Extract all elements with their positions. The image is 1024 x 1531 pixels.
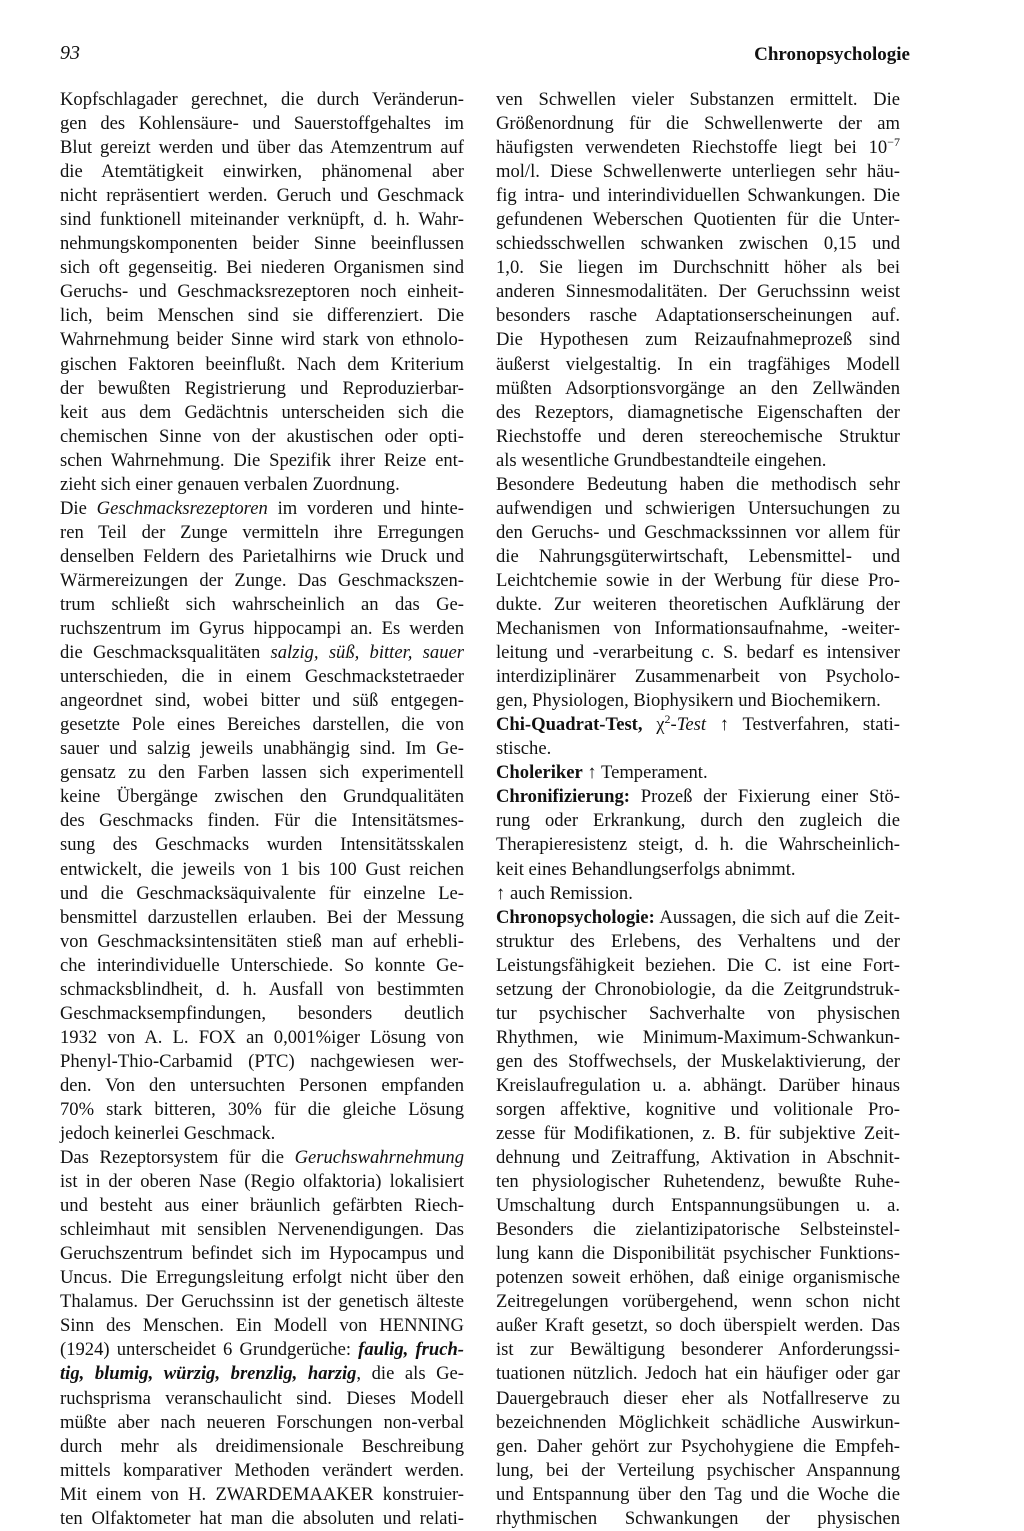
text-line xyxy=(496,1050,900,1074)
text-line xyxy=(496,1074,900,1098)
text-line xyxy=(496,1026,900,1050)
text-line xyxy=(60,280,464,304)
text-run: Das Rezeptorsystem für die xyxy=(60,1147,295,1169)
text-line xyxy=(496,809,900,833)
text-line xyxy=(60,1098,464,1122)
text-line xyxy=(60,1218,464,1242)
text-line xyxy=(496,882,900,906)
text-run: Prozeß der Fixierung einer Stö- xyxy=(629,786,900,808)
text-run: Kopfschlagader gerechnet, die durch Veränderun- xyxy=(60,89,464,110)
text-line xyxy=(496,1194,900,1218)
text-run: struktur des Erlebens, des Verhaltens und der xyxy=(496,930,900,952)
entry-term: Chronifizierung: xyxy=(496,786,630,808)
text-run: mol/l. Diese Schwellenwerte unterliegen sehr häu- xyxy=(496,161,900,183)
text-line xyxy=(496,689,900,713)
text-line xyxy=(496,617,900,641)
text-run: −7 xyxy=(887,135,900,150)
text-line xyxy=(496,833,900,857)
text-run: schen Wahrnehmung. Die Spezifik ihrer Reize ent- xyxy=(60,449,464,471)
text-line xyxy=(496,593,900,617)
text-run: die Atemtätigkeit einwirken, phänomenal aber xyxy=(60,161,464,183)
text-run: dehnung und Zeitraffung, Aktivation in Abschnit- xyxy=(496,1147,900,1169)
text-line xyxy=(496,569,900,593)
text-line xyxy=(496,1218,900,1242)
entry-term: Choleriker xyxy=(496,762,583,784)
text-line xyxy=(496,449,900,473)
text-line xyxy=(60,1146,464,1170)
text-run: Geschmacksrezeptoren xyxy=(96,497,268,519)
text-run: leitung und -verarbeitung c. S. bedarf es intensiver xyxy=(496,642,900,664)
text-line xyxy=(60,1194,464,1218)
text-run: chemischen Sinne von der akustischen oder opti- xyxy=(60,425,464,447)
text-run: Kreislaufregulation u. a. abhängt. Darüber hinaus xyxy=(496,1074,900,1096)
text-run: gesetzte Pole eines Bereiches darstellen, die von xyxy=(60,714,464,736)
text-line xyxy=(60,1483,464,1507)
text-line xyxy=(60,713,464,737)
text-run: Größenordnung für die Schwellenwerte der am xyxy=(496,113,900,135)
text-run: unterschieden, die in einem Geschmackstetraeder xyxy=(60,666,464,688)
text-line xyxy=(60,737,464,761)
text-line xyxy=(496,377,900,401)
text-run: 70% stark bitteren, 30% für die gleiche Lösung xyxy=(60,1098,464,1120)
entry-term: Chronopsychologie: xyxy=(496,906,655,928)
text-run: und Entspannung über den Tag und die Woche die xyxy=(496,1483,900,1505)
text-run: Wahrnehmung beider Sinne wird stark von ethnolo- xyxy=(60,329,464,351)
text-run: setzung der Chronobiologie, da die Zeitgrundstruk- xyxy=(496,978,900,1000)
text-line xyxy=(60,617,464,641)
text-run: che interindividuelle Unterschiede. So konnte Ge- xyxy=(60,954,464,976)
text-run: 2 xyxy=(664,712,671,727)
text-run: Thalamus. Der Geruchssinn ist der genetisch älteste xyxy=(60,1291,464,1313)
text-line xyxy=(496,1266,900,1290)
text-run: Dauergebrauch dieser eher als Notfallreserve zu xyxy=(496,1387,900,1409)
text-run: außer Kraft gesetzt, so doch überspielt werden. Das xyxy=(496,1315,900,1337)
text-line xyxy=(496,858,900,882)
text-line xyxy=(496,497,900,521)
text-line xyxy=(60,954,464,978)
text-run: Geschmacksempfindungen, besonders deutlich xyxy=(60,1002,464,1024)
text-run: gen, Physiologen, Biophysikern und Biochemikern. xyxy=(496,690,881,712)
text-line xyxy=(496,136,900,160)
text-line xyxy=(60,160,464,184)
text-line xyxy=(496,1387,900,1411)
text-line xyxy=(60,569,464,593)
text-run: gen des Stoffwechsels, der Muskelaktivierung, der xyxy=(496,1050,900,1072)
text-line xyxy=(496,1338,900,1362)
text-run: , die als Ge- xyxy=(356,1363,464,1385)
text-line xyxy=(60,232,464,256)
text-run: sind funktionell miteinander verknüpft, d. h. Wahr- xyxy=(60,209,464,231)
text-line xyxy=(496,785,900,809)
text-line xyxy=(60,353,464,377)
text-line xyxy=(60,833,464,857)
text-run: durch mehr als dreidimensionale Beschreibung xyxy=(60,1435,464,1457)
text-line xyxy=(496,1122,900,1146)
text-run: sorgen affektive, kognitive und volitionale Pro- xyxy=(496,1098,900,1120)
text-run: schmacksblindheit, d. h. Ausfall von bestimmten xyxy=(60,978,464,1000)
text-run: keit eines Behandlungserfolgs abnimmt. xyxy=(496,858,796,880)
text-run: Uncus. Die Erregungsleitung erfolgt nicht über den xyxy=(60,1267,464,1289)
text-line xyxy=(60,1338,464,1362)
text-line xyxy=(60,1290,464,1314)
text-line xyxy=(60,112,464,136)
text-run: keine Übergänge zwischen den Grundqualitäten xyxy=(60,786,464,808)
text-run: fig intra- und interindividuellen Schwankungen. Die xyxy=(496,185,900,207)
text-run: ten physiologischer Ruhetendenz, bewußte Ruhe- xyxy=(496,1171,900,1193)
text-line xyxy=(496,906,900,930)
text-line xyxy=(60,521,464,545)
text-line xyxy=(496,641,900,665)
text-run: ist zur Bewältigung besonderer Anforderungssi- xyxy=(496,1339,900,1361)
text-line xyxy=(496,1290,900,1314)
text-line xyxy=(60,1170,464,1194)
text-line xyxy=(496,545,900,569)
text-run: Zeitregelungen vorübergehend, wenn schon nicht xyxy=(496,1291,900,1313)
text-line xyxy=(60,858,464,882)
text-run: gischen Faktoren beeinflußt. Nach dem Kriterium xyxy=(60,353,464,375)
text-run: χ xyxy=(656,714,665,736)
text-line xyxy=(496,1483,900,1507)
text-line xyxy=(60,1074,464,1098)
text-run: stische. xyxy=(496,738,552,760)
text-run: tig, blumig, würzig, brenzlig, harzig xyxy=(60,1363,357,1385)
text-line xyxy=(496,1435,900,1459)
text-run: lung kann die Disponibilität psychischer Funktions- xyxy=(496,1243,900,1265)
text-run: ↑ Temperament. xyxy=(582,762,708,784)
right-column xyxy=(496,88,900,1531)
text-line xyxy=(496,232,900,256)
text-line xyxy=(496,1459,900,1483)
text-run: potenzen soweit erhöhen, daß einige organismische xyxy=(496,1267,900,1289)
text-run: Besondere Bedeutung haben die methodisch sehr xyxy=(496,473,900,495)
text-run: schleimhaut mit sensiblen Nervenendigungen. Das xyxy=(60,1219,464,1241)
text-run: sauer und salzig jeweils unabhängig sind. Im Ge- xyxy=(60,738,464,760)
text-line xyxy=(496,1098,900,1122)
text-line xyxy=(496,1362,900,1386)
text-line xyxy=(496,425,900,449)
text-run: gen des Kohlensäure- und Sauerstoffgehaltes im xyxy=(60,113,464,135)
text-line xyxy=(60,377,464,401)
text-run: bezeichnenden Möglichkeit schädliche Auswirkun- xyxy=(496,1411,900,1433)
text-line xyxy=(60,882,464,906)
text-line xyxy=(496,208,900,232)
text-line xyxy=(496,1314,900,1338)
text-run: Therapieresistenz steigt, d. h. die Wahrscheinlich- xyxy=(496,834,900,856)
text-run: müßte aber nach neueren Forschungen non-verbal xyxy=(60,1411,464,1433)
text-run: äußerst vielgestaltig. In ein tragfähiges Modell xyxy=(496,353,900,375)
text-line xyxy=(60,304,464,328)
text-line xyxy=(496,521,900,545)
text-run: interdiziplinärer Zusammenarbeit von Psycholo- xyxy=(496,666,900,688)
text-run: sung des Geschmacks wurden Intensitätsskalen xyxy=(60,834,464,856)
text-line xyxy=(496,1146,900,1170)
text-run: anderen Sinnesmodalitäten. Der Geruchssinn weist xyxy=(496,281,900,303)
text-run: Mechanismen von Informationsaufnahme, -weiter- xyxy=(496,618,900,640)
entry-term: Chi-Quadrat-Test, xyxy=(496,714,657,736)
text-run: schiedsschwellen schwanken zwischen 0,15 und xyxy=(496,233,900,255)
text-line xyxy=(496,1170,900,1194)
text-line xyxy=(496,1411,900,1435)
text-run: gensatz zu den Farben lassen sich experimentell xyxy=(60,762,464,784)
text-line xyxy=(60,665,464,689)
text-run: ist in der oberen Nase (Regio olfaktoria) lokalisiert xyxy=(60,1171,464,1193)
text-run: trum schließt sich wahrscheinlich an das Ge- xyxy=(60,593,464,615)
text-run: Die xyxy=(60,497,97,519)
text-line xyxy=(60,978,464,1002)
text-line xyxy=(60,1002,464,1026)
running-head: Chronopsychologie xyxy=(754,44,910,65)
text-run: Blut gereizt werden und über das Atemzentrum auf xyxy=(60,137,464,159)
text-line xyxy=(60,1362,464,1386)
text-line xyxy=(60,689,464,713)
text-run: nicht repräsentiert werden. Geruch und Geschmack xyxy=(60,185,464,207)
text-line xyxy=(60,641,464,665)
text-run: des Rezeptors, diamagnetische Eigenschaften der xyxy=(496,401,900,423)
text-run: Besonders die zielantizipatorische Selbsteinstel- xyxy=(496,1219,900,1241)
text-line xyxy=(60,136,464,160)
text-run: zieht sich einer genauen verbalen Zuordnung. xyxy=(60,473,400,495)
text-run: ↑ auch Remission. xyxy=(496,882,633,904)
text-run: als wesentliche Grundbestandteile eingehen. xyxy=(496,449,827,471)
text-line xyxy=(496,353,900,377)
text-line xyxy=(496,954,900,978)
text-run: gefundenen Weberschen Quotienten für die Unter- xyxy=(496,209,900,231)
text-run: lung, bei der Verteilung psychischer Anspannung xyxy=(496,1459,900,1481)
text-run: faulig, fruch- xyxy=(358,1339,464,1361)
text-run: Rhythmen, wie Minimum-Maximum-Schwankun- xyxy=(496,1026,900,1048)
text-run: und die Geschmacksäquivalente für einzelne Le- xyxy=(60,882,464,904)
text-line xyxy=(60,785,464,809)
text-line xyxy=(496,761,900,785)
text-line xyxy=(60,497,464,521)
text-line xyxy=(60,761,464,785)
text-line xyxy=(496,737,900,761)
text-line xyxy=(496,665,900,689)
text-line xyxy=(60,906,464,930)
text-run: 1,0. Sie liegen im Durchschnitt höher als bei xyxy=(496,257,900,279)
text-run: ven Schwellen vieler Substanzen ermittelt. Die xyxy=(496,89,900,110)
text-line xyxy=(496,978,900,1002)
text-line xyxy=(60,1387,464,1411)
text-line xyxy=(60,1026,464,1050)
text-run: nehmungskomponenten beider Sinne beeinflussen xyxy=(60,233,464,255)
text-run: Aussagen, die sich auf die Zeit- xyxy=(654,906,900,928)
text-run: Die Hypothesen zum Reizaufnahmeprozeß sind xyxy=(496,329,900,351)
text-line xyxy=(496,112,900,136)
text-line xyxy=(60,256,464,280)
text-line xyxy=(60,1266,464,1290)
text-run: zesse für Modifikationen, z. B. für subjektive Zeit- xyxy=(496,1123,900,1145)
text-run: Wärmereizungen der Zunge. Das Geschmackszen- xyxy=(60,569,464,591)
text-run: ten Olfaktometer hat man die absoluten und relati- xyxy=(60,1507,464,1529)
text-run: salzig, süß, bitter, sauer xyxy=(270,642,464,664)
left-column xyxy=(60,88,464,1531)
text-line xyxy=(60,545,464,569)
text-run: Geruchszentrum befindet sich im Hypocampus und xyxy=(60,1243,464,1265)
text-line xyxy=(496,184,900,208)
text-run: müßten Adsorptionsvorgänge an den Zellwänden xyxy=(496,377,900,399)
text-line xyxy=(60,593,464,617)
text-line xyxy=(60,473,464,497)
text-run: tur psychischer Sachverhalte von physischen xyxy=(496,1002,900,1024)
text-run: ren Teil der Zunge vermitteln ihre Erregungen xyxy=(60,521,464,543)
text-run: des Geschmacks finden. Für die Intensitätsmes- xyxy=(60,810,464,832)
text-line xyxy=(60,1122,464,1146)
text-line xyxy=(496,256,900,280)
text-run: sich oft gegenseitig. Bei niederen Organismen sind xyxy=(60,257,464,279)
text-line xyxy=(496,88,900,112)
text-run: aufwendigen und schwierigen Untersuchungen zu xyxy=(496,497,900,519)
text-run: 1932 von A. L. FOX an 0,001%iger Lösung von xyxy=(60,1026,464,1048)
text-line xyxy=(496,328,900,352)
text-run: die Nahrungsgüterwirtschaft, Lebensmittel- und xyxy=(496,545,900,567)
text-line xyxy=(60,1314,464,1338)
text-run: tuationen nützlich. Jedoch hat ein häufiger oder gar xyxy=(496,1363,900,1385)
text-line xyxy=(496,930,900,954)
text-run: (1924) unterscheidet 6 Grundgerüche: xyxy=(60,1339,359,1361)
text-line xyxy=(60,1507,464,1531)
text-run: Mit einem von H. ZWARDEMAAKER konstruier- xyxy=(60,1483,464,1505)
text-run: von Geschmacksintensitäten stieß man auf erhebli- xyxy=(60,930,464,952)
text-run: Sinn des Menschen. Ein Modell von HENNING xyxy=(60,1315,464,1337)
text-line xyxy=(60,1050,464,1074)
text-line xyxy=(60,1411,464,1435)
text-line xyxy=(496,304,900,328)
text-run: gen. Daher gehört zur Psychohygiene die Empfeh- xyxy=(496,1435,900,1457)
text-run: lich, beim Menschen sind sie differenziert. Die xyxy=(60,305,464,327)
text-line xyxy=(496,1002,900,1026)
text-line xyxy=(60,1459,464,1483)
text-run: jedoch keinerlei Geschmack. xyxy=(60,1123,276,1145)
text-run: den. Von den untersuchten Personen empfanden xyxy=(60,1074,464,1096)
text-run: Geruchswahrnehmung xyxy=(294,1147,464,1169)
text-run: und besteht aus einer bräunlich gefärbten Riech- xyxy=(60,1195,464,1217)
text-line xyxy=(60,88,464,112)
text-run: rung oder Erkrankung, durch den zugleich die xyxy=(496,810,900,832)
text-run: ruchsprisma veranschaulicht sind. Dieses Modell xyxy=(60,1387,464,1409)
text-run: den Geruchs- und Geschmackssinnen vor allem für xyxy=(496,521,900,543)
text-run: keit aus dem Gedächtnis unterscheiden sich die xyxy=(60,401,464,423)
text-run: ruchszentrum im Gyrus hippocampi an. Es werden xyxy=(60,618,464,640)
text-line xyxy=(60,328,464,352)
text-line xyxy=(60,809,464,833)
text-line xyxy=(496,1507,900,1531)
text-line xyxy=(496,401,900,425)
text-line xyxy=(60,930,464,954)
text-run: der bewußten Registrierung und Reproduzierbar- xyxy=(60,377,464,399)
text-line xyxy=(60,184,464,208)
text-run: Phenyl-Thio-Carbamid (PTC) nachgewiesen wer- xyxy=(60,1050,464,1072)
text-run: Leistungsfähigkeit beziehen. Die C. ist eine Fort- xyxy=(496,954,900,976)
text-line xyxy=(60,208,464,232)
text-line xyxy=(60,449,464,473)
text-run: bensmittel darzustellen erlauben. Bei der Messung xyxy=(60,906,464,928)
text-run: mittels komparativer Methoden verändert werden. xyxy=(60,1459,464,1481)
text-line xyxy=(496,473,900,497)
text-line xyxy=(496,1242,900,1266)
text-line xyxy=(496,713,900,737)
text-run: besonders rasche Adaptationserscheinungen auf. xyxy=(496,305,900,327)
text-run: häufigsten verwendeten Riechstoffe liegt bei 10 xyxy=(496,137,888,159)
text-line xyxy=(60,425,464,449)
text-run: Leichtchemie sowie in der Werbung für diese Pro- xyxy=(496,569,900,591)
text-run: rhythmischen Schwankungen der physischen xyxy=(496,1507,900,1529)
text-run: die Geschmacksqualitäten xyxy=(60,642,271,664)
text-line xyxy=(60,1242,464,1266)
text-line xyxy=(496,160,900,184)
text-line xyxy=(60,401,464,425)
text-run: im vorderen und hinte- xyxy=(267,497,464,519)
text-run: Umschaltung durch Entspannungsübungen u. a. xyxy=(496,1195,900,1217)
text-run: dukte. Zur weiteren theoretischen Aufklärung der xyxy=(496,593,900,615)
text-run: ↑ Testverfahren, stati- xyxy=(706,714,900,736)
text-run: -Test xyxy=(670,714,707,736)
page-number: 93 xyxy=(60,42,80,64)
text-line xyxy=(60,1435,464,1459)
text-run: Riechstoffe und deren stereochemische Struktur xyxy=(496,425,900,447)
text-line xyxy=(496,280,900,304)
text-run: angeordnet sind, wobei bitter und süß entgegen- xyxy=(60,690,464,712)
text-run: entwickelt, die jeweils von 1 bis 100 Gust reichen xyxy=(60,858,464,880)
text-run: Geruchs- und Geschmacksrezeptoren noch einheit- xyxy=(60,281,464,303)
text-run: denselben Feldern des Parietalhirns wie Druck und xyxy=(60,545,464,567)
